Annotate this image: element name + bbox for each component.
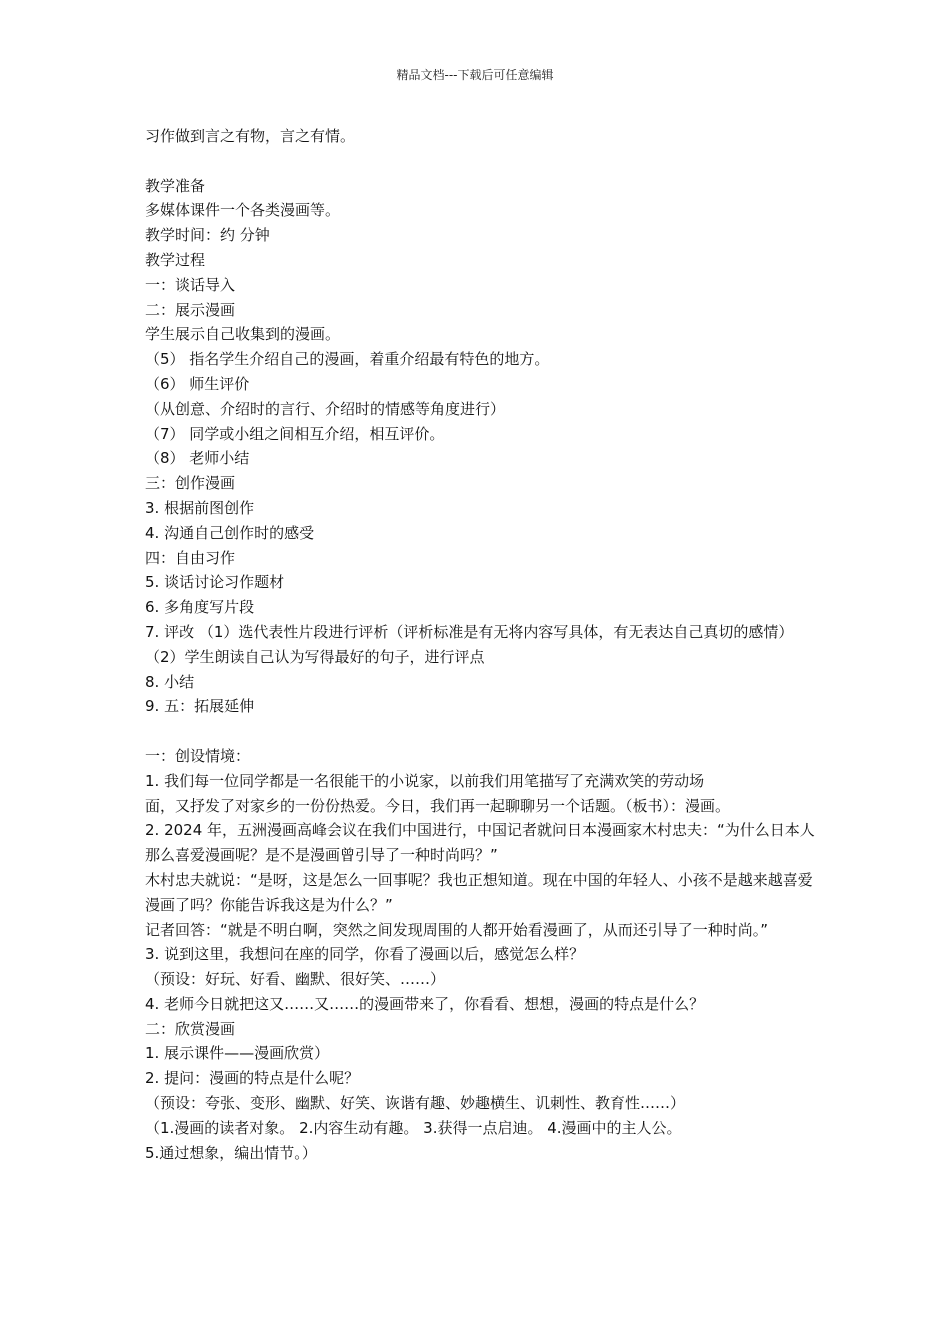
list-item: 1. 展示课件——漫画欣赏） (145, 1044, 330, 1063)
text-line: 习作做到言之有物，言之有情。 (145, 127, 356, 145)
text-line: 5.通过想象，编出情节。） (145, 1143, 317, 1162)
list-item: 3. 根据前图创作 (145, 498, 255, 517)
list-item: 2. 2024 年，五洲漫画高峰会议在我们中国进行，中国记者就问日本漫画家木村忠夫：“为什么日本人那么喜爱漫画呢？是不是漫画曾引导了一种时尚吗？” (145, 821, 815, 865)
list-item: 6. 多角度写片段 (145, 598, 255, 617)
section-heading: 二：欣赏漫画 (145, 1019, 236, 1038)
text-line: 教学时间：约 分钟 (145, 226, 270, 245)
text-line: （预设：好玩、好看、幽默、很好笑、……） (145, 970, 446, 989)
list-item: （6） 师生评价 (145, 374, 250, 393)
list-item: 4. 沟通自己创作时的感受 (145, 523, 315, 542)
section-heading: 教学准备 (145, 176, 206, 195)
text-line: （预设：夸张、变形、幽默、好笑、诙谐有趣、妙趣横生、讥刺性、教育性……） (145, 1094, 686, 1113)
page-header: 精品文档---下载后可任意编辑 (396, 68, 554, 82)
document-body (145, 124, 825, 1165)
list-item: 1. 我们每一位同学都是一名很能干的小说家，以前我们用笔描写了充满欢笑的劳动场 (145, 771, 705, 790)
text-line: 二：展示漫画 (145, 300, 236, 319)
text-line: 一：谈话导入 (145, 275, 236, 294)
list-item: 9. 五：拓展延伸 (145, 697, 255, 716)
text-line: 多媒体课件一个各类漫画等。 (145, 201, 341, 220)
list-item: 4. 老师今日就把这又……又……的漫画带来了，你看看、想想，漫画的特点是什么？ (145, 994, 705, 1013)
list-item: 5. 谈话讨论习作题材 (145, 573, 285, 592)
blank-line (145, 149, 825, 174)
text-line: 四：自由习作 (145, 548, 236, 567)
text-line: （2）学生朗读自己认为写得最好的句子，进行评点 (145, 647, 485, 666)
text-line: 三：创作漫画 (145, 474, 236, 493)
blank-line (145, 719, 825, 744)
text-line: （从创意、介绍时的言行、介绍时的情感等角度进行） (145, 399, 506, 418)
list-item: （5） 指名学生介绍自己的漫画，着重介绍最有特色的地方。 (145, 350, 550, 369)
list-item: （8） 老师小结 (145, 449, 250, 468)
section-heading: 一：创设情境： (145, 746, 251, 765)
text-line: 面，又抒发了对家乡的一份份热爱。今日，我们再一起聊聊另一个话题。（板书）：漫画。 (145, 796, 731, 815)
list-item: 8. 小结 (145, 672, 195, 691)
list-item: （7） 同学或小组之间相互介绍，相互评价。 (145, 424, 445, 443)
text-line: （1.漫画的读者对象。 2.内容生动有趣。 3.获得一点启迪。 4.漫画中的主人公。 (145, 1118, 682, 1137)
text-line: 学生展示自己收集到的漫画。 (145, 325, 341, 344)
text-line: 记者回答：“就是不明白啊，突然之间发现周围的人都开始看漫画了，从而还引导了一种时尚。” (145, 920, 769, 939)
list-item: 3. 说到这里，我想问在座的同学，你看了漫画以后，感觉怎么样？ (145, 945, 585, 964)
list-item: 2. 提问：漫画的特点是什么呢？ (145, 1069, 360, 1088)
text-line: 木村忠夫就说：“是呀，这是怎么一回事呢？我也正想知道。现在中国的年轻人、小孩不是越来越喜爱漫画了吗？你能告诉我这是为什么？” (145, 870, 813, 914)
list-item: 7. 评改 （1）选代表性片段进行评析（评析标准是有无将内容写具体，有无表达自己真切的感情） (145, 622, 794, 641)
section-heading: 教学过程 (145, 250, 206, 269)
